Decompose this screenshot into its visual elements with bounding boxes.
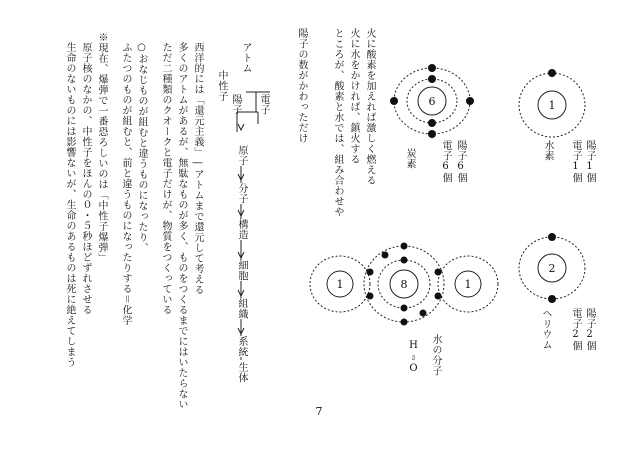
helium-electrons-label: 電子2個 <box>570 308 581 351</box>
electron <box>367 269 374 276</box>
electron <box>548 233 556 241</box>
helium-protons-label: 陽子2個 <box>584 308 595 351</box>
oxygen-nucleus-number: 8 <box>400 278 408 291</box>
atom-chain-root: アトム <box>240 42 251 74</box>
water-name-label: 水の分子 <box>430 334 441 376</box>
atom-chain-electron: 電子 <box>258 94 269 115</box>
combine-line-1: ○おなじものが組むと違うものになったり、 <box>136 42 147 253</box>
intro-line-2: 火に水をかければ、鎮火する <box>348 28 359 165</box>
hydrogen-name-label: 水素 <box>542 140 553 161</box>
intro-line-1: 火に酸素を加えれば激しく燃える <box>364 28 375 186</box>
western-line-1: 西洋的には「還元主義」―アトムまで還元して考える <box>192 42 203 295</box>
atom-chain-step-6: 系統 <box>236 336 247 357</box>
electron <box>428 119 436 127</box>
hydrogen-protons-label: 陽子1個 <box>584 140 595 183</box>
intro-line-4: 陽子の数がかわっただけ <box>296 28 307 144</box>
combine-line-2: ふたつのものが組むと、前と違うものになったりする＝化学 <box>120 42 131 326</box>
atom-chain-step-4: 細胞 <box>236 260 247 281</box>
western-line-2: 多くのアトムがあるが、無駄なものが多く、ものをつくるまでにはいたらない <box>176 42 187 410</box>
electron <box>435 269 442 276</box>
electron <box>466 97 474 105</box>
atom-chain-step-3: 構造 <box>236 219 247 240</box>
water-formula-label: H₂O <box>408 340 419 375</box>
electron <box>401 305 408 312</box>
electron <box>401 257 408 264</box>
electron <box>428 130 436 138</box>
helium-nucleus-number: 2 <box>548 262 556 275</box>
hydrogen-nucleus-number: 1 <box>548 99 556 112</box>
electron <box>390 97 398 105</box>
atom-chain-step-2: 分子 <box>236 183 247 204</box>
carbon-electrons-label: 電子6個 <box>440 140 451 183</box>
intro-line-3: ところが、酸素と水では、組み合わせや <box>332 28 343 217</box>
water-right-hydrogen-number: 1 <box>464 278 472 291</box>
hydrogen-electrons-label: 電子1個 <box>570 140 581 183</box>
carbon-nucleus-number: 6 <box>428 95 436 108</box>
helium-name-label: ヘリウム <box>540 308 551 350</box>
carbon-protons-label: 陽子6個 <box>455 140 466 183</box>
atom-chain-proton: 陽子 <box>230 94 241 115</box>
electron <box>401 243 408 250</box>
electron <box>548 69 556 77</box>
carbon-name-label: 炭素 <box>404 148 415 169</box>
atom-chain-step-7: 生体 <box>236 362 247 383</box>
note-line-1: ※現在、爆弾で一番恐ろしいのは「中性子爆弾」 <box>96 32 107 263</box>
electron <box>435 293 442 300</box>
electron <box>548 295 556 303</box>
electron <box>420 310 427 317</box>
electron <box>428 64 436 72</box>
note-line-3: 生命のないものには影響ないが、生命のあるものは死に絶えてしまう <box>64 42 75 368</box>
electron <box>428 75 436 83</box>
electron <box>401 319 408 326</box>
atom-chain-neutron: 中性子 <box>216 70 227 102</box>
page-number: 7 <box>315 405 323 418</box>
atom-chain-step-5: 組織 <box>236 298 247 319</box>
note-line-2: 原子核のなかの、中性子をほんの０・５秒ほどずれさせる <box>80 42 91 315</box>
western-line-3: ただ二種類のクオークと電子だけが、物質をつくっている <box>160 42 171 315</box>
atom-chain-step-1: 原子 <box>236 145 247 166</box>
electron <box>367 293 374 300</box>
electron <box>382 252 389 259</box>
water-left-hydrogen-number: 1 <box>336 278 344 291</box>
